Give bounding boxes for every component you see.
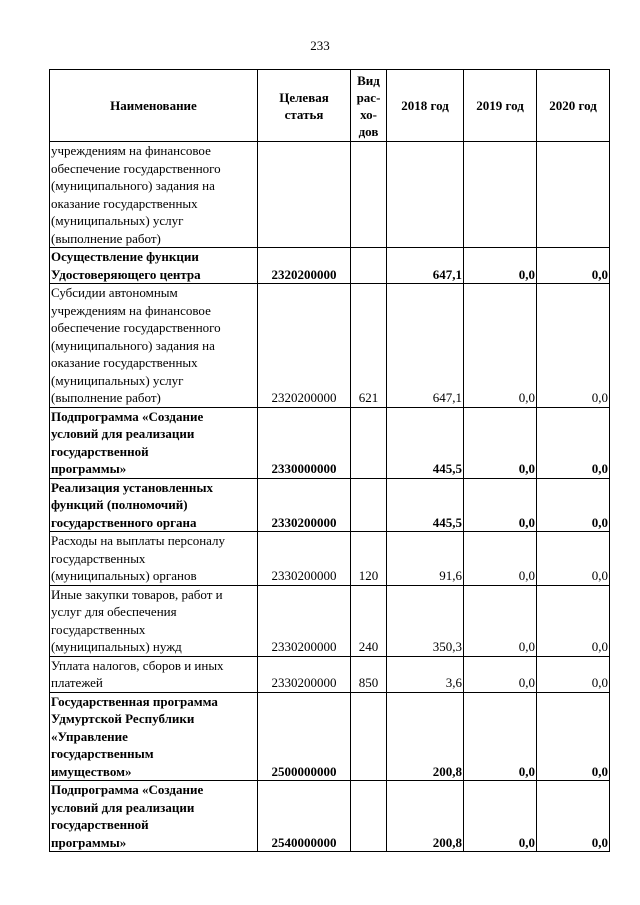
- header-year-2019: 2019 год: [464, 70, 537, 142]
- cell-name: [50, 478, 258, 532]
- header-expense-type: [351, 70, 387, 142]
- cell-2018: [387, 142, 464, 248]
- cell-name-line: Удмуртской Республики: [51, 711, 195, 726]
- cell-2020: 0,0: [537, 407, 610, 478]
- cell-2018: 350,3: [387, 585, 464, 656]
- cell-name-line: имуществом»: [51, 763, 132, 779]
- cell-name-line: учреждениям на финансовое: [51, 143, 211, 158]
- header-code-line: Целевая: [279, 89, 329, 105]
- cell-name-line: (выполнение работ): [51, 230, 161, 246]
- cell-expense-type: 850: [351, 656, 387, 692]
- cell-name-line: государственным: [51, 746, 154, 761]
- header-type-line: Вид: [357, 72, 380, 88]
- cell-2020: 0,0: [537, 248, 610, 284]
- cell-2019: [464, 142, 537, 248]
- cell-name-line: (муниципальных) услуг: [51, 213, 184, 228]
- table-row: [50, 585, 610, 656]
- cell-2020: 0,0: [537, 532, 610, 586]
- cell-2020: [537, 142, 610, 248]
- cell-name-line: (муниципальных) нужд: [51, 639, 182, 654]
- cell-2019: 0,0: [464, 532, 537, 586]
- cell-2020: 0,0: [537, 656, 610, 692]
- cell-target-article: 2320200000: [258, 248, 351, 284]
- cell-name-line: платежей: [51, 675, 103, 690]
- cell-expense-type: [351, 692, 387, 781]
- cell-2020: 0,0: [537, 585, 610, 656]
- table-row: [50, 407, 610, 478]
- cell-name: [50, 532, 258, 586]
- cell-name-line: (муниципальных) органов: [51, 568, 197, 583]
- cell-name-line: государственной: [51, 443, 149, 459]
- cell-target-article: 2330200000: [258, 532, 351, 586]
- cell-name: [50, 781, 258, 852]
- cell-name-line: «Управление: [51, 728, 128, 744]
- cell-name-line: оказание государственных: [51, 355, 198, 370]
- table-row: [50, 142, 610, 248]
- cell-expense-type: 120: [351, 532, 387, 586]
- cell-expense-type: [351, 781, 387, 852]
- header-name: Наименование: [50, 70, 258, 142]
- cell-2020: 0,0: [537, 692, 610, 781]
- cell-name-line: (муниципальных) услуг: [51, 372, 184, 388]
- cell-expense-type: [351, 478, 387, 532]
- cell-name: [50, 142, 258, 248]
- cell-name-line: государственных: [51, 621, 146, 637]
- cell-2019: 0,0: [464, 284, 537, 408]
- cell-name-line: Подпрограмма «Создание: [51, 782, 204, 797]
- cell-2019: 0,0: [464, 656, 537, 692]
- cell-target-article: 2330200000: [258, 656, 351, 692]
- table-row: [50, 532, 610, 586]
- cell-name-line: (выполнение работ): [51, 390, 161, 405]
- cell-name: [50, 407, 258, 478]
- cell-name-line: Иные закупки товаров, работ и: [51, 586, 223, 602]
- cell-expense-type: [351, 142, 387, 248]
- cell-name: [50, 585, 258, 656]
- table-header-row: [50, 70, 610, 142]
- cell-name-line: программы»: [51, 461, 127, 476]
- header-code-line: статья: [284, 106, 324, 122]
- table-row: [50, 656, 610, 692]
- cell-name-line: Подпрограмма «Создание: [51, 408, 204, 424]
- table-row: [50, 284, 610, 408]
- header-type-line: хо-: [360, 106, 377, 122]
- cell-expense-type: [351, 248, 387, 284]
- cell-2018: 647,1: [387, 248, 464, 284]
- header-type-line: дов: [358, 123, 379, 139]
- cell-2019: 0,0: [464, 692, 537, 781]
- cell-2019: 0,0: [464, 781, 537, 852]
- cell-2019: 0,0: [464, 478, 537, 532]
- table-row: [50, 248, 610, 284]
- cell-name-line: оказание государственных: [51, 195, 198, 211]
- cell-name-line: Субсидии автономным: [51, 285, 178, 300]
- budget-table: [49, 69, 610, 852]
- table-row: [50, 478, 610, 532]
- cell-name-line: услуг для обеспечения: [51, 604, 177, 619]
- cell-name: [50, 248, 258, 284]
- cell-name-line: Государственная программа: [51, 693, 218, 709]
- cell-target-article: 2540000000: [258, 781, 351, 852]
- cell-2019: 0,0: [464, 248, 537, 284]
- cell-name: [50, 284, 258, 408]
- cell-name-line: государственного органа: [51, 514, 197, 530]
- cell-name-line: государственной: [51, 817, 149, 832]
- cell-name-line: условий для реализации: [51, 426, 195, 441]
- cell-target-article: 2320200000: [258, 284, 351, 408]
- header-year-2020: 2020 год: [537, 70, 610, 142]
- cell-name: [50, 692, 258, 781]
- cell-name-line: учреждениям на финансовое: [51, 302, 211, 318]
- table-row: [50, 781, 610, 852]
- cell-name-line: государственных: [51, 550, 146, 566]
- cell-name-line: (муниципального) задания на: [51, 178, 215, 193]
- header-target-article: [258, 70, 351, 142]
- cell-2018: 445,5: [387, 407, 464, 478]
- cell-2018: 200,8: [387, 781, 464, 852]
- table-row: [50, 692, 610, 781]
- page-number: 233: [310, 38, 330, 53]
- cell-name-line: Удостоверяющего центра: [51, 266, 201, 282]
- cell-2018: 647,1: [387, 284, 464, 408]
- cell-name-line: обеспечение государственного: [51, 320, 221, 335]
- cell-expense-type: 621: [351, 284, 387, 408]
- cell-2019: 0,0: [464, 407, 537, 478]
- cell-2018: 445,5: [387, 478, 464, 532]
- cell-name-line: программы»: [51, 834, 127, 850]
- cell-2020: 0,0: [537, 284, 610, 408]
- cell-target-article: 2500000000: [258, 692, 351, 781]
- cell-name-line: Реализация установленных: [51, 479, 214, 495]
- cell-target-article: 2330000000: [258, 407, 351, 478]
- cell-name-line: Расходы на выплаты персоналу: [51, 533, 226, 548]
- cell-name-line: условий для реализации: [51, 799, 195, 815]
- table-body: [50, 142, 610, 852]
- cell-name-line: Осуществление функции: [51, 249, 199, 264]
- header-year-2018: 2018 год: [387, 70, 464, 142]
- cell-name-line: обеспечение государственного: [51, 160, 221, 176]
- header-type-line: рас-: [356, 89, 381, 105]
- cell-name-line: функций (полномочий): [51, 497, 188, 512]
- cell-name-line: Уплата налогов, сборов и иных: [51, 657, 224, 673]
- cell-target-article: 2330200000: [258, 478, 351, 532]
- cell-expense-type: 240: [351, 585, 387, 656]
- cell-2018: 3,6: [387, 656, 464, 692]
- cell-target-article: [258, 142, 351, 248]
- cell-name-line: (муниципального) задания на: [51, 337, 215, 353]
- cell-2018: 200,8: [387, 692, 464, 781]
- cell-2020: 0,0: [537, 478, 610, 532]
- cell-2018: 91,6: [387, 532, 464, 586]
- cell-2019: 0,0: [464, 585, 537, 656]
- cell-name: [50, 656, 258, 692]
- cell-expense-type: [351, 407, 387, 478]
- cell-target-article: 2330200000: [258, 585, 351, 656]
- cell-2020: 0,0: [537, 781, 610, 852]
